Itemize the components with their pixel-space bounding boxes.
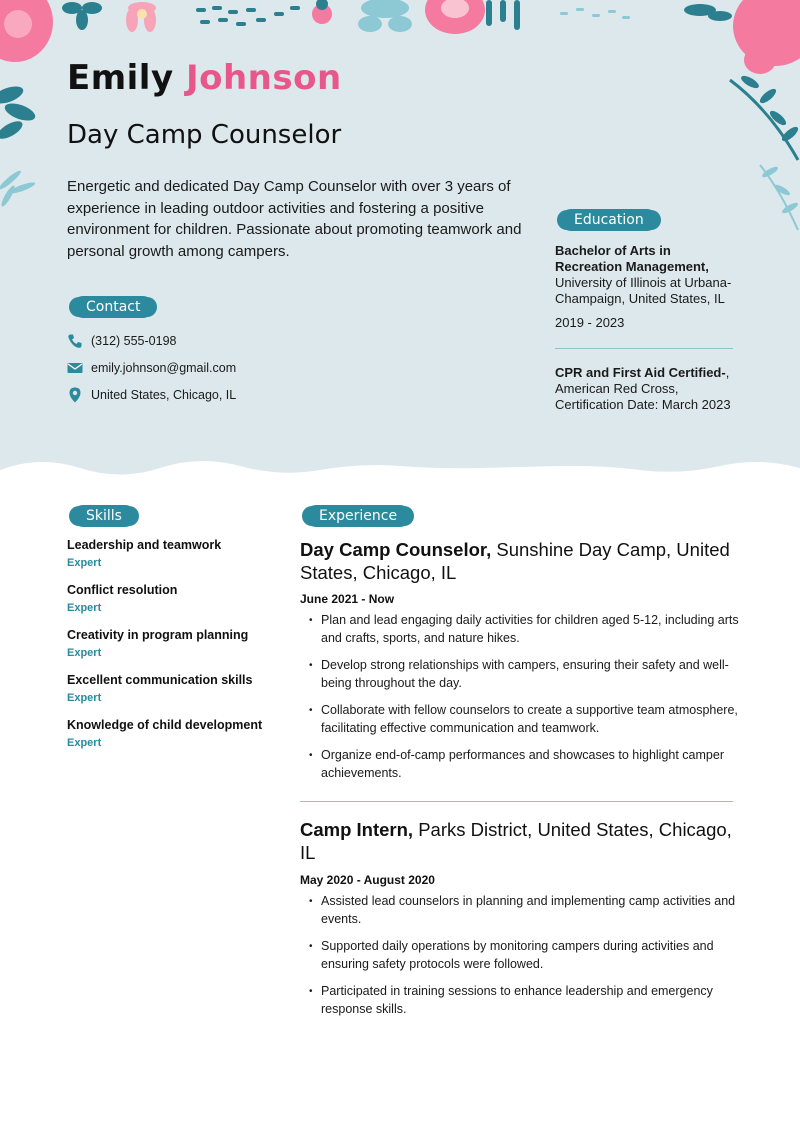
education-entry-degree [555,243,740,307]
profile-summary: Energetic and dedicated Day Camp Counselor with over 3 years of experience in leading outdoor activities and fostering a positive environment for children. Passionate about promoting teamwork and personal growth among campers. [67,178,522,260]
job-bullet: • Organize end-of-camp performances and showcases to highlight camper achievements. [300,747,750,782]
mail-icon [67,360,83,376]
phone-icon [67,333,83,349]
education-entry-certification [555,365,740,413]
skill-name: Excellent communication skills [67,673,253,687]
education-divider [555,348,733,349]
location-text: United States, Chicago, IL [91,387,237,402]
contact-email [67,354,236,381]
job-role: Camp Intern, [300,819,414,840]
skill-level: Expert [67,557,102,569]
job-bullet: • Collaborate with fellow counselors to create a supportive team atmosphere, facilitating effective communication and teamwork. [300,702,750,737]
job-role: Day Camp Counselor, [300,539,492,560]
first-name: Emily [67,58,174,98]
candidate-name [67,58,342,98]
skills-heading: Skills [72,505,136,527]
job-bullets [300,893,750,1018]
job-dates: June 2021 - Now [300,592,395,606]
phone-text: (312) 555-0198 [91,333,177,348]
certification-title: CPR and First Aid Certified- [555,365,726,380]
job-bullet: • Supported daily operations by monitoring campers during activities and ensuring safety protocols were followed. [300,938,750,973]
contact-location [67,381,236,408]
last-name: Johnson [185,58,342,98]
job-place: Parks District, United States, Chicago, IL [300,819,732,863]
location-pin-icon [67,387,83,403]
job-place: Sunshine Day Camp, United States, Chicago, IL [300,539,730,583]
degree-detail: University of Illinois at Urbana-Champaign, United States, IL [555,275,732,306]
skill-name: Creativity in program planning [67,628,249,642]
job-entry-title [300,538,740,584]
email-text: emily.johnson@gmail.com [91,360,237,375]
job-bullet: • Assisted lead counselors in planning and implementing camp activities and events. [300,893,750,928]
job-bullet: • Develop strong relationships with campers, ensuring their safety and well-being throughout the day. [300,657,750,692]
job-entry-title [300,818,740,864]
skill-level: Expert [67,692,102,704]
skill-name: Leadership and teamwork [67,538,222,552]
degree-dates: 2019 - 2023 [555,315,625,330]
degree-title: Bachelor of Arts in Recreation Management, [555,243,709,274]
contact-heading: Contact [72,296,154,318]
job-bullets [300,612,750,782]
skill-name: Conflict resolution [67,583,178,597]
experience-divider [300,801,733,802]
job-title: Day Camp Counselor [67,120,342,150]
job-dates: May 2020 - August 2020 [300,873,435,887]
wave-divider [0,440,800,490]
contact-list [67,327,236,408]
contact-phone [67,327,236,354]
certification-detail: , American Red Cross, Certification Date: March 2023 [555,365,731,412]
skill-level: Expert [67,647,102,659]
skill-name: Knowledge of child development [67,718,263,732]
job-bullet: • Plan and lead engaging daily activities for children aged 5-12, including arts and crafts, sports, and nature hikes. [300,612,750,647]
education-heading: Education [560,209,658,231]
experience-heading: Experience [305,505,411,527]
skill-level: Expert [67,602,102,614]
job-bullet: • Participated in training sessions to enhance leadership and emergency response skills. [300,983,750,1018]
skill-level: Expert [67,737,102,749]
